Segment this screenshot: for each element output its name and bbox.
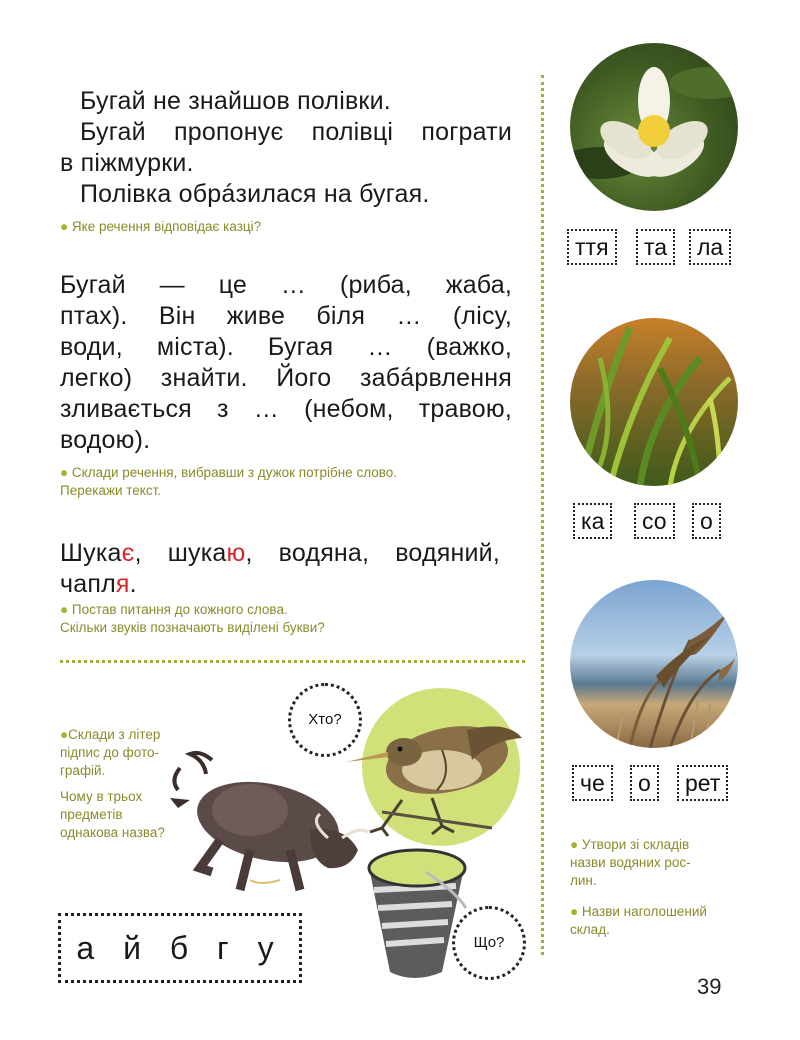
paragraph-line-1: Бугай — це … (риба, жаба,: [60, 271, 512, 299]
paragraph-line-4: легко) знайти. Його забáрвлення: [60, 364, 512, 392]
text-block-2: [60, 270, 512, 456]
horizontal-divider: [60, 660, 525, 663]
syllable-card: ка: [573, 503, 612, 539]
task-2-line-2: Перекажи текст.: [60, 483, 162, 498]
syllable-card: со: [634, 503, 675, 539]
text-block-3: [60, 538, 500, 600]
right-task-1: [570, 836, 740, 890]
sedge-photo: [570, 318, 738, 486]
photo-question-line-1: Чому в трьох: [60, 789, 143, 804]
photo-question-line-3: однакова назва?: [60, 825, 165, 840]
vertical-divider: [541, 75, 544, 955]
syllable-card: ла: [689, 229, 731, 265]
task-1-text: Яке речення відповідає казці?: [71, 219, 262, 234]
bullet-icon: ●: [60, 727, 69, 742]
right-task-2-line-1: Назви наголошений: [581, 904, 707, 919]
sentence-1: Бугай не знайшов полівки.: [80, 87, 391, 115]
syllable-card: о: [630, 765, 659, 801]
right-task-1-line-3: лин.: [570, 873, 597, 888]
paragraph-line-5: зливається з … (небом, травою,: [60, 395, 512, 423]
right-task-2: [570, 903, 740, 939]
syllable-card: о: [692, 503, 721, 539]
letters-box: а й б г у: [58, 913, 302, 983]
bullet-icon: ●: [60, 219, 69, 234]
sentence-2-cont: в піжмурки.: [60, 149, 194, 177]
photo-task-line-1: Склади з літер: [68, 727, 161, 742]
task-3: [60, 601, 325, 637]
bullet-icon: ●: [60, 602, 69, 617]
who-bubble: Хто?: [288, 683, 362, 757]
syllable-card: че: [572, 765, 613, 801]
words-line-2: чапля.: [60, 570, 137, 598]
task-2: [60, 464, 397, 500]
photo-question-line-2: предметів: [60, 807, 123, 822]
bullet-icon: ●: [570, 837, 579, 852]
page-number: 39: [697, 974, 722, 999]
sentence-2: Бугай пропонує полівці пограти: [80, 118, 512, 146]
paragraph-line-3: води, міста). Бугая … (важко,: [60, 333, 512, 361]
words-line-1: Шукає, шукаю, водяна, водяний,: [60, 539, 500, 567]
sentence-3: Полівка обрáзилася на бугая.: [80, 180, 430, 208]
syllable-card: рет: [677, 765, 728, 801]
task-1: [60, 218, 261, 236]
photo-task-line-2: підпис до фото-: [60, 745, 160, 760]
paragraph-line-6: водою).: [60, 426, 151, 454]
bullet-icon: ●: [60, 465, 69, 480]
syllable-card: та: [636, 229, 675, 265]
right-task-1-line-1: Утвори зі складів: [581, 837, 690, 852]
bull-photo: [160, 740, 375, 900]
bullet-icon: ●: [570, 904, 579, 919]
task-3-line-1: Постав питання до кожного слова.: [71, 602, 288, 617]
task-2-line-1: Склади речення, вибравши з дужок потрібне слово.: [71, 465, 398, 480]
reed-photo: [570, 580, 738, 748]
water-lily-photo: [570, 43, 738, 211]
text-block-1: [60, 86, 512, 210]
what-bubble: Що?: [452, 906, 526, 980]
task-3-line-2: Скільки звуків позначають виділені букви?: [60, 620, 325, 635]
photo-task-line-3: графій.: [60, 763, 106, 778]
syllable-card: ття: [567, 229, 617, 265]
paragraph-line-2: птах). Він живе біля … (лісу,: [60, 302, 512, 330]
right-task-2-line-2: склад.: [570, 922, 610, 937]
right-task-1-line-2: назви водяних рос-: [570, 855, 691, 870]
